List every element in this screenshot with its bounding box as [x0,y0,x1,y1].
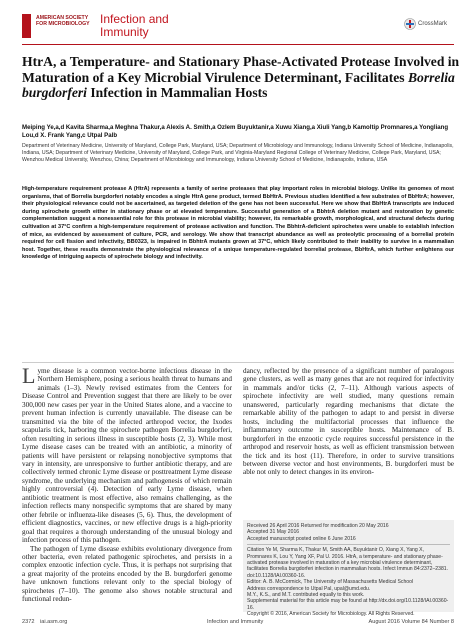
article-title: HtrA, a Temperature- and Stationary Phase-Activated Protease Involved in Maturation of a Key Microbial Virulence Determinant, Facilitates Borrelia burgdorferi Infection in Mammalian Hosts [22,54,460,100]
species-name: Borrelia burgdorferi [22,69,455,100]
citation[interactable]: Citation Ye M, Sharma K, Thakur M, Smith AA, Buyuktanir O, Xiang X, Yang X, Promnares K, Lou Y, Yang XF, Pal U. 2016. HtrA, a temperature- and stationary phase-activated protease involved in maturation of a key microbial virulence determinant, facilitates Borrelia burgdorferi infection in mammalian hosts. Infect Immun 84:2372–2381. doi:10.1128/IAI.00360-16. [247,547,449,579]
affiliations: Department of Veterinary Medicine, University of Maryland, College Park, Maryland, USA; Department of Microbiology and Immunology, Indiana University School of Medicine, Indianapolis, Indiana, USA; Department of Veterinary Medicine, University of Maryland, College Park, and Virginia-Maryland Regional College of Veterinary Medicine, College Park, Maryland, USA; Wenzhou Medical University, Wenzhou, China; Department of Microbiology and Immunology, Indiana University School of Medicine, Indianapolis, Indiana, USA [22,143,454,164]
intro-paragraph-1: yme disease is a common vector-borne infectious disease in the Northern Hemisphere, posing a serious health threat to humans and animals (1–3). Newly revised estimates from the Centers for Disease Control and Prevention suggest that there are likely to be over 300,000 new cases per year in the United States alone, and a vaccine to prevent human infection is currently unavailable. The disease can be transmitted via the bite of the infected arthropod vector, the Ixodes scapularis tick, harboring the spirochete pathogen Borrelia burgdorferi, often resulting in serious illness in susceptible hosts (2, 3). While most Lyme disease cases can be treated with an antibiotic, a minority of patients will have persistent or relapsing nonobjective symptoms that vary in intensity, are unresponsive to further antibiotic therapy, and are collectively termed chronic Lyme disease or posttreatment Lyme disease syndrome, the underlying mechanism and pathogenesis of which remain highly controversial (4). Detection of early Lyme disease, when antibiotic treatment is most effective, also remains challenging, as the infection reflects many nonspecific symptoms that are shared by many other febrile or influenza-like diseases (5, 6). Thus, the development of efficient diagnostics, vaccines, or new effective drugs is a high-priority goal that requires a thorough understanding of the unusual biology and infection process of this pathogen. [22,367,232,545]
crossmark-badge[interactable] [404,17,456,31]
editor: Editor: A. B. McCormick, The University of Massachusetts Medical School [247,579,414,586]
received-date: Received 26 April 2016 Returned for modification 20 May 2016 [247,523,389,529]
info-divider [247,544,450,545]
intro-paragraph-2: The pathogen of Lyme disease exhibits evolutionary divergence from other bacteria, even related pathogenic spirochetes, and persists in a complex enzootic infection cycle. Thus, it is perhaps not surprising that a great majority of the proteins encoded by the B. burgdorferi genome have unknown functions relevant only to the special biology of spirochetes (7–10). The genome also shows notable structural and functional redun- [22,544,232,604]
body-paragraph [22,363,232,545]
footer-journal-name: Infection and Immunity [207,619,264,625]
dropcap: L [22,363,36,388]
body-left-column [22,363,232,604]
author-list: Meiping Ye,a,d Kavita Sharma,a Meghna Thakur,a Alexis A. Smith,a Ozlem Buyuktanir,a Xuwu Xiang,a Xiuli Yang,b Kamoltip Promnares,a Yongliang Lou,d X. Frank Yang,c Utpal Palb [22,124,449,139]
header-rule [22,44,454,45]
journal-name[interactable] [100,13,169,38]
copyright: Copyright © 2016, American Society for Microbiology. All Rights Reserved. [247,611,415,618]
intro-paragraph-3: dancy, reflected by the presence of a significant number of paralogous gene clusters, as well as many genes that are not required for infectivity in mammals and/or ticks (2, 7–11). Although various aspects of spirochete infectivity are well studied, many questions remain unanswered, particularly regarding mechanisms that dictate the remarkable ability of the pathogen to adapt to and persist in diverse hosts, including the multifactorial processes that influence the inflammatory outcome in susceptible hosts. Maintenance of B. burgdorferi in the enzootic cycle requires successful persistence in the arthropod and reservoir hosts, as well as efficient transmission between the tick and its host (11). Therefore, in order to survive transitions between diverse vector and host environments, B. burgdorferi must be able not only to detect changes in its environ- [243,367,454,477]
accepted-date: Accepted 31 May 2016 [247,529,300,536]
asm-logo-mark [22,14,31,38]
journal-name-line2: Immunity [100,24,149,39]
page-number: 2372 [22,619,35,625]
contribution-note: M.Y., K.S., and M.T. contributed equally to this work. [247,592,365,599]
society-name: AMERICAN SOCIETY FOR MICROBIOLOGY [36,15,90,28]
accepted-manuscript-date: Accepted manuscript posted online 6 June 2016 [247,535,356,542]
abstract: High-temperature requirement protease A (HtrA) represents a family of serine proteases that play important roles in microbial biology. Unlike its genomes of most organisms, that of Borrelia burgdorferi notably encodes a single HtrA gene product, termed BbHtrA. Previous studies identified a few substrates of BbHtrA; however, their physiological relevance could not be ascertained, as targeted deletion of the gene has not been successful. Here we show that BbHtrA transcripts are induced during spirochete growth either in stationary phase or at elevated temperature. Successful generation of a BbhtrA deletion mutant and restoration by genetic complementation suggest a nonessential role for this protease in microbial viability; however, its remarkable growth, morphological, and structural defects during cultivation at 37°C confirm a high-temperature requirement of protease activation and function. The BbhtrA-deficient spirochetes were unable to establish infection of mice, as evidenced by assessment of culture, PCR, and serology. We show that transcript abundance as well as proteolytic processing of a borrelial protein required for cell fission and infectivity, BB0323, is impaired in BbhtrA mutants grown at 37°C, which likely contributed to their inability to survive in a mammalian host. Together, these results demonstrate the physiological relevance of a unique temperature-regulated borrelial protease, BbHtrA, which further enlightens our knowledge of intriguing aspects of spirochete biology and infectivity. [22,186,454,261]
journal-site-link[interactable]: iai.asm.org [40,619,68,625]
body-right-column [243,367,454,477]
journal-name-line1: Infection and [100,12,169,26]
article-info-box [243,520,454,618]
abstract-divider [22,362,454,363]
issue-info: August 2016 Volume 84 Number 8 [368,619,454,625]
crossmark-label: CrossMark [418,21,448,27]
correspondence[interactable]: Address correspondence to Utpal Pal, upal@umd.edu. [247,585,371,592]
supplemental-link[interactable]: Supplemental material for this article may be found at http://dx.doi.org/10.1128/IAI.00360-16. [247,598,449,611]
crossmark-icon [404,18,416,30]
